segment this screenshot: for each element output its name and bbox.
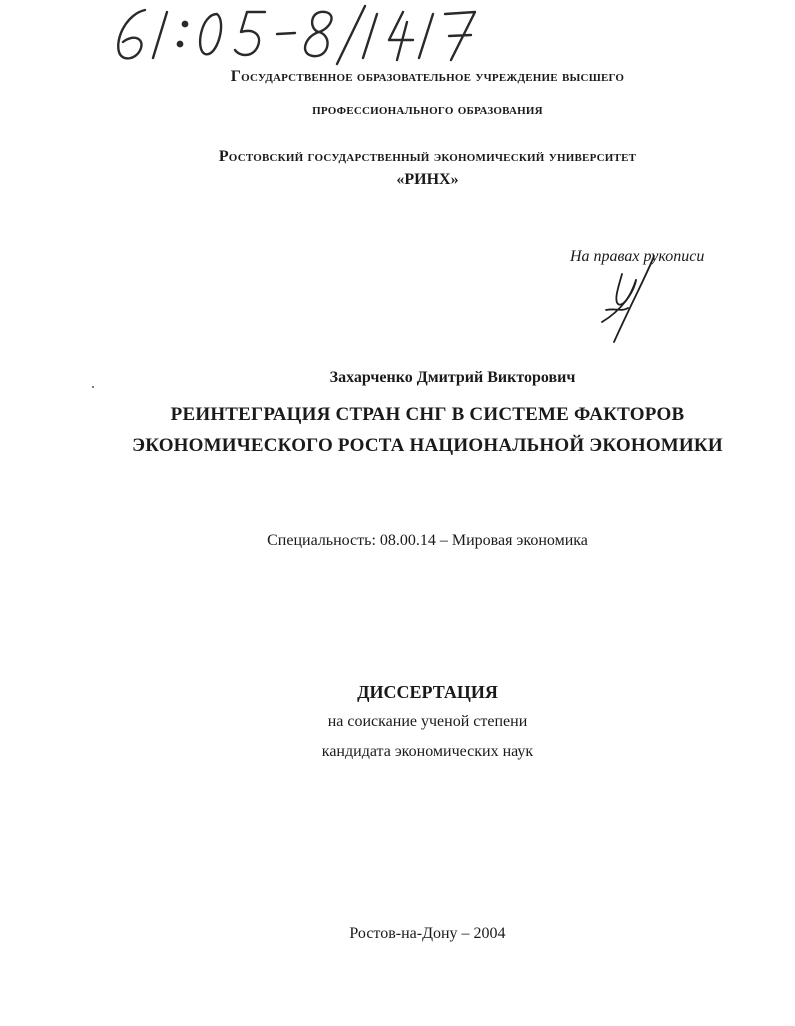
city-and-year: Ростов-на-Дону – 2004 [349, 925, 506, 942]
signature-drawing [592, 252, 662, 347]
institution-line-1: Государственное образовательное учреждение высшего [230, 68, 625, 85]
dissertation-title-line-1: РЕИНТЕГРАЦИЯ СТРАН СНГ В СИСТЕМЕ ФАКТОРОВ [170, 404, 685, 425]
handwritten-signature [592, 252, 662, 347]
specialty: Специальность: 08.00.14 – Мировая экономика [267, 532, 588, 549]
manuscript-rights-note: На правах рукописи [570, 248, 705, 265]
document-type: ДИССЕРТАЦИЯ [357, 682, 498, 702]
dissertation-title-line-2: ЭКОНОМИЧЕСКОГО РОСТА НАЦИОНАЛЬНОЙ ЭКОНОМИКИ [132, 435, 723, 456]
author-name: Захарченко Дмитрий Викторович [329, 369, 576, 386]
university-name: Ростовский государственный экономический университет [218, 148, 637, 165]
degree-line-2: кандидата экономических наук [321, 743, 534, 760]
handwritten-archive-number [105, 0, 485, 70]
university-abbreviation: «РИНХ» [396, 171, 459, 188]
handwritten-number-drawing [105, 0, 485, 70]
institution-line-2: профессионального образования [312, 101, 543, 118]
degree-line-1: на соискание ученой степени [327, 713, 528, 730]
